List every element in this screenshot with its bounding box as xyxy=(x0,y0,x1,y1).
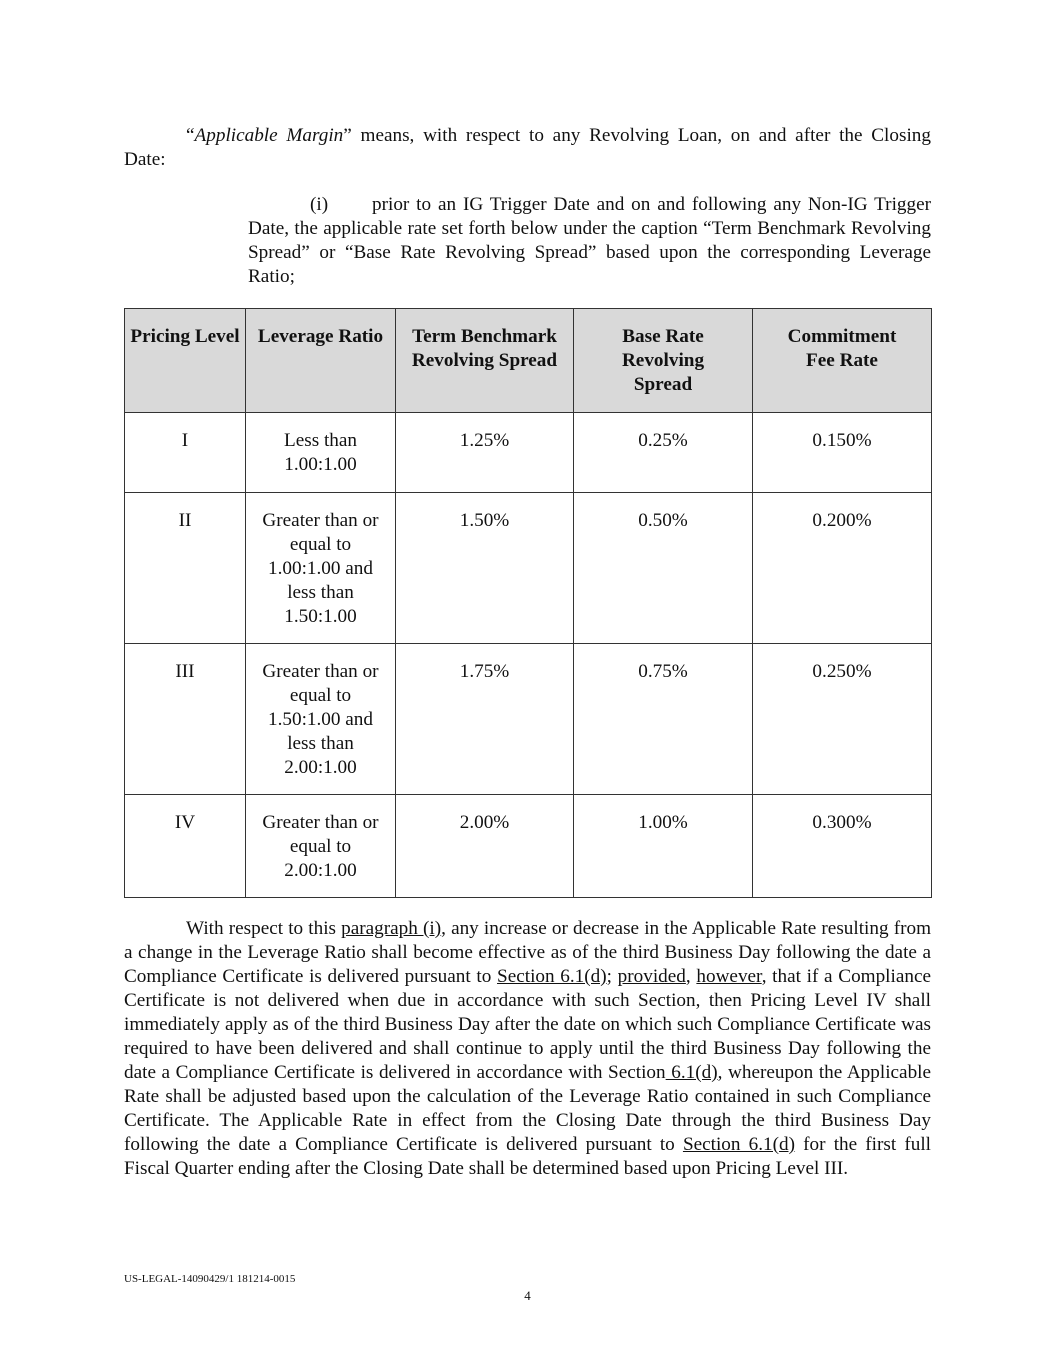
table-row xyxy=(125,493,932,644)
cell-ratio: Less than 1.00:1.00 xyxy=(246,413,396,493)
cell-fee-rate: 0.200% xyxy=(753,493,932,644)
paragraph-text: , any increase or decrease in the Applicable Rate resulting from a change in the Leverage Ratio shall become effective as of the third Business Day following the date a Compliance Certificate is delivered pursuant to xyxy=(124,918,931,987)
table-row xyxy=(125,795,932,898)
paragraph-text: , xyxy=(685,966,697,987)
cell-base-spread: 1.00% xyxy=(574,795,753,898)
paragraph-text: With respect to this xyxy=(186,918,342,939)
definition-line-2: Date: xyxy=(124,149,166,170)
document-id: US-LEGAL-14090429/1 181214-0015 xyxy=(124,1273,296,1285)
open-quote: “ xyxy=(186,125,195,146)
table-header-row xyxy=(125,309,932,413)
table-row xyxy=(125,413,932,493)
paragraph-text: ; xyxy=(606,966,618,987)
clause-i xyxy=(248,193,931,289)
paragraph-text: , whereupon the Applicable Rate shall be adjusted based upon the calculation of the Leverage Ratio contained in such Compliance Certificate. The Applicable Rate in effect from the Closing Date through the third Business Day following the date a Compliance Certificate is delivered pursuant to xyxy=(124,1062,932,1155)
defined-term: Applicable Margin xyxy=(194,125,344,146)
pricing-table xyxy=(124,308,932,898)
section-reference: Section 6.1(d) xyxy=(497,966,607,987)
however-term: however xyxy=(696,966,762,987)
cell-base-spread: 0.50% xyxy=(574,493,753,644)
paragraph-text: for the first full Fiscal Quarter ending after the Closing Date shall be determined based upon Pricing Level III. xyxy=(124,1134,931,1179)
header-base-rate-spread: Base Rate Revolving Spread xyxy=(574,309,753,413)
section-reference: 6.1(d) xyxy=(665,1062,718,1083)
header-term-benchmark-spread: Term Benchmark Revolving Spread xyxy=(396,309,574,413)
header-pricing-level: Pricing Level xyxy=(125,309,246,413)
provided-term: provided xyxy=(617,966,686,987)
cell-term-spread: 1.75% xyxy=(396,644,574,795)
cell-level: III xyxy=(125,644,246,795)
cell-fee-rate: 0.250% xyxy=(753,644,932,795)
cell-level: I xyxy=(125,413,246,493)
clause-text: prior to an IG Trigger Date and on and following any Non-IG Trigger Date, the applicable rate set forth below under the caption “Term Benchmark Revolving Spread” or “Base Rate Revolving Spread” based upon the corresponding Leverage Ratio; xyxy=(248,194,931,287)
cell-term-spread: 1.25% xyxy=(396,413,574,493)
header-commitment-fee-rate: Commitment Fee Rate xyxy=(753,309,932,413)
definition-paragraph xyxy=(124,124,931,172)
cell-fee-rate: 0.300% xyxy=(753,795,932,898)
page-number: 4 xyxy=(524,1288,531,1303)
clause-number: (i) xyxy=(310,194,329,215)
cell-ratio: Greater than or equal to 1.00:1.00 and less than 1.50:1.00 xyxy=(246,493,396,644)
cell-base-spread: 0.25% xyxy=(574,413,753,493)
cell-term-spread: 1.50% xyxy=(396,493,574,644)
header-leverage-ratio: Leverage Ratio xyxy=(246,309,396,413)
cell-fee-rate: 0.150% xyxy=(753,413,932,493)
cell-ratio: Greater than or equal to 1.50:1.00 and less than 2.00:1.00 xyxy=(246,644,396,795)
definition-line-1 xyxy=(124,124,931,148)
cell-ratio: Greater than or equal to 2.00:1.00 xyxy=(246,795,396,898)
paragraph-text: , that if a Compliance Certificate is not delivered when due in accordance with such Section, then Pricing Level IV shall immediately apply as of the third Business Day after the date on which such Compliance Certificate was required to have been delivered and shall continue to apply until the third Business Day following the date a Compliance Certificate is delivered in accordance with Section xyxy=(124,966,931,1083)
paragraph-reference: paragraph (i) xyxy=(341,918,442,939)
cell-base-spread: 0.75% xyxy=(574,644,753,795)
cell-level: IV xyxy=(125,795,246,898)
cell-level: II xyxy=(125,493,246,644)
cell-term-spread: 2.00% xyxy=(396,795,574,898)
section-reference: Section 6.1(d) xyxy=(682,1134,796,1155)
definition-text: ” means, with respect to any Revolving Loan, on and after the Closing xyxy=(343,125,931,146)
adjustment-paragraph xyxy=(124,917,931,1181)
table-row xyxy=(125,644,932,795)
